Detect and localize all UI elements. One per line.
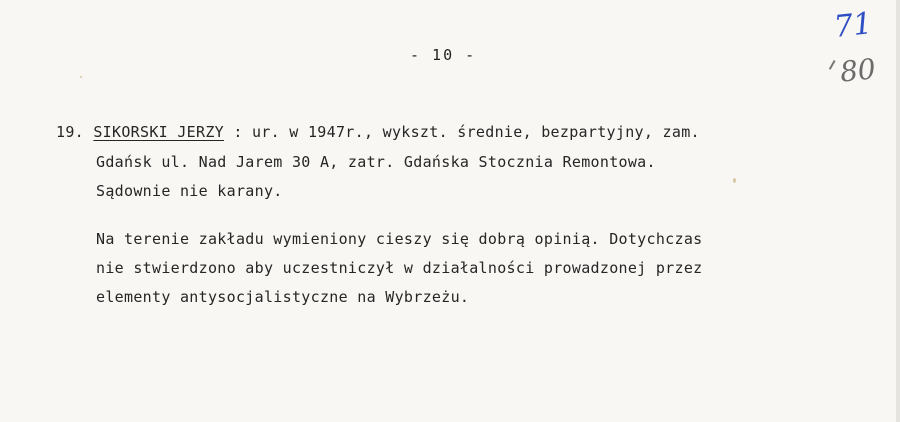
paragraph-line-3: elementy antysocjalistyczne na Wybrzeżu. <box>96 288 470 306</box>
handwritten-stroke <box>829 60 835 69</box>
paper-speck <box>733 178 736 183</box>
entry-number: 19. <box>56 123 84 141</box>
handwritten-page-number: 71 <box>832 6 874 45</box>
paragraph-line-1: Na terenie zakładu wymieniony cieszy się dobrą opinią. Dotychczas <box>96 230 703 248</box>
person-name: SIKORSKI JERZY <box>93 123 224 141</box>
paragraph-line-2: nie stwierdzono aby uczestniczył w działalności prowadzonej przez <box>96 259 703 277</box>
handwritten-old-page-number: 80 <box>838 52 878 89</box>
page-number: - 10 - <box>410 46 477 64</box>
entry-line-2: Gdańsk ul. Nad Jarem 30 A, zatr. Gdańska Stocznia Remontowa. <box>96 153 656 171</box>
paper-speck <box>80 76 82 78</box>
entry-line-1-rest: : ur. w 1947r., wykszt. średnie, bezpartyjny, zam. <box>223 123 700 141</box>
page-edge <box>896 0 900 422</box>
entry-line-3: Sądownie nie karany. <box>96 182 283 200</box>
entry-line-1 <box>56 123 700 141</box>
